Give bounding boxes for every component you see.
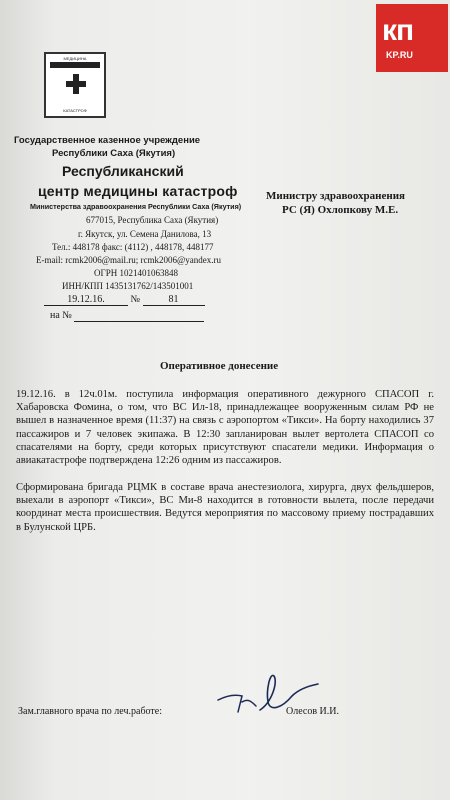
- reference-label: на №: [50, 310, 72, 321]
- address-line2: г. Якутск, ул. Семена Данилова, 13: [78, 229, 212, 239]
- institution-region: Республики Саха (Якутия): [52, 148, 176, 159]
- reference-line: [50, 310, 204, 322]
- ministry-affiliation: Министерства здравоохранения Республики Саха (Якутия): [30, 202, 242, 211]
- signatory-name: Олесов И.И.: [286, 706, 340, 717]
- signatory-position: Зам.главного врача по леч.работе:: [18, 706, 162, 717]
- phone-fax: Тел.: 448178 факс: (4112) , 448178, 448177: [52, 242, 214, 252]
- recipient-line1: Министру здравоохранения: [266, 190, 405, 202]
- ogrn: ОГРН 1021401063848: [94, 268, 178, 278]
- institution-type: Государственное казенное учреждение: [14, 135, 201, 146]
- email: E-mail: rcmk2006@mail.ru; rcmk2006@yandex.ru: [36, 255, 222, 265]
- report-paragraph-2: Сформирована бригада РЦМК в составе врача анестезиолога, хирурга, двух фельдшеров, выехали в аэропорт «Тикси», ВС Ми-8 находится в готовности вылета, после передачи координат места происшествия. Ведутся мероприятия по массовому приему пострадавших в Булунской ЦРБ.: [16, 482, 434, 533]
- emblem-bottom-text: КАТАСТРОФ: [63, 108, 87, 113]
- inn-kpp: ИНН/КПП 1435131762/143501001: [62, 281, 194, 291]
- report-paragraph-1: 19.12.16. в 12ч.01м. поступила информация оперативного дежурного СПАСОП г. Хабаровска Фомина, о том, что ВС Ил-18, принадлежащее вооруженным силам РФ не вышел в назначенное время (11:37) на связь с аэропортом «Тикси». На борту находились 37 пассажиров и 7 человек экипажа. В 12:30 запланирован вылет вертолета СПАСОП со спасателями на борту, среди которых присутствуют спасатели медики. Информация о авиакатастрофе подтверждена 12:26 одним из пассажиров.: [16, 389, 434, 467]
- report-title: Оперативное донесение: [160, 360, 279, 372]
- address-line1: 677015, Республика Саха (Якутия): [86, 215, 219, 225]
- kp-logo-text: кп: [382, 14, 414, 47]
- number-label: №: [130, 294, 141, 305]
- kp-logo-badge: [376, 4, 448, 72]
- medical-cross-icon: [66, 74, 86, 94]
- emblem-top-text: МЕДИЦИНА: [63, 56, 87, 61]
- emblem-stripe: [50, 62, 100, 68]
- document-date-number: [44, 294, 205, 306]
- organization-name-line2: центр медицины катастроф: [38, 183, 238, 199]
- kp-logo-site: KP.RU: [386, 50, 413, 60]
- document-number: 81: [143, 294, 205, 306]
- organization-emblem: [44, 52, 106, 118]
- recipient-line2: РС (Я) Охлопкову М.Е.: [282, 204, 399, 216]
- organization-name-line1: Республиканский: [62, 163, 184, 179]
- document-date: 19.12.16.: [44, 294, 128, 306]
